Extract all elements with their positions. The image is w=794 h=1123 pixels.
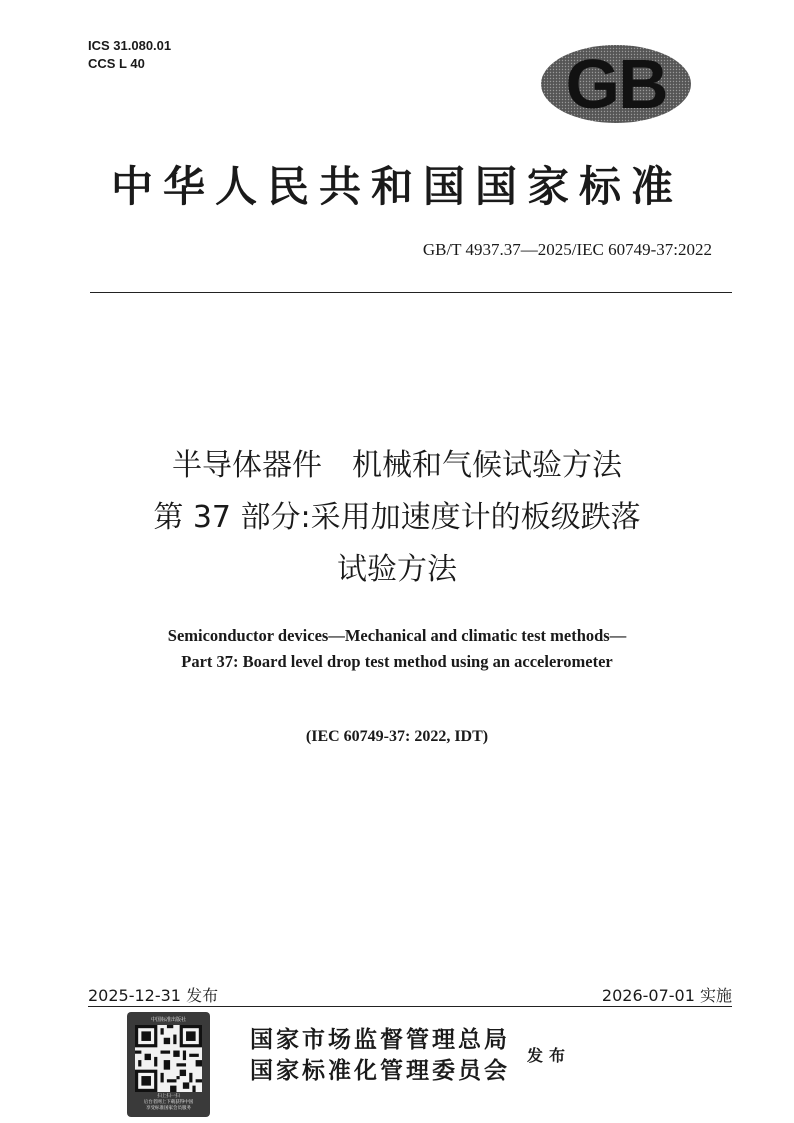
title-en-line-2: Part 37: Board level drop test method using an accelerometer: [181, 652, 613, 671]
classification-codes: [88, 37, 171, 73]
logo-text: GB: [565, 45, 667, 123]
standard-number: GB/T 4937.37—2025/IEC 60749-37:2022: [422, 240, 712, 259]
ccs-code: CCS L 40: [88, 56, 145, 71]
qr-code-panel[interactable]: [127, 1012, 210, 1117]
issuer-samr: 国家市场监督管理总局: [250, 1026, 510, 1053]
qr-bottom-label: 扫上扫一扫 后台者网上下载获得中国 享受标准国家会员服务: [143, 1094, 194, 1111]
publish-label: 发布: [527, 1046, 572, 1065]
title-cn-line-3: 试验方法: [337, 552, 457, 587]
title-cn-line-1: 半导体器件 机械和气候试验方法: [172, 448, 622, 483]
issuer-sac: 国家标准化管理委员会: [250, 1057, 510, 1084]
header-divider: [90, 292, 732, 293]
issue-date: 2025-12-31 发布: [88, 986, 219, 1005]
qr-code-icon: [135, 1025, 202, 1092]
footer-divider: [88, 1006, 732, 1007]
adoption-relation: (IEC 60749-37: 2022, IDT): [305, 728, 489, 745]
ics-code: ICS 31.080.01: [88, 38, 172, 53]
implement-date: 2026-07-01 实施: [601, 986, 732, 1005]
issuing-authorities: [250, 1024, 510, 1086]
standard-title: 中华人民共和国国家标准: [110, 162, 683, 211]
gb-logo: [540, 44, 692, 124]
qr-top-label: 中国标准出版社: [150, 1017, 186, 1023]
title-en-line-1: Semiconductor devices—Mechanical and climatic test methods—: [167, 626, 627, 645]
title-cn-line-2: 第 37 部分:采用加速度计的板级跌落: [153, 500, 641, 535]
